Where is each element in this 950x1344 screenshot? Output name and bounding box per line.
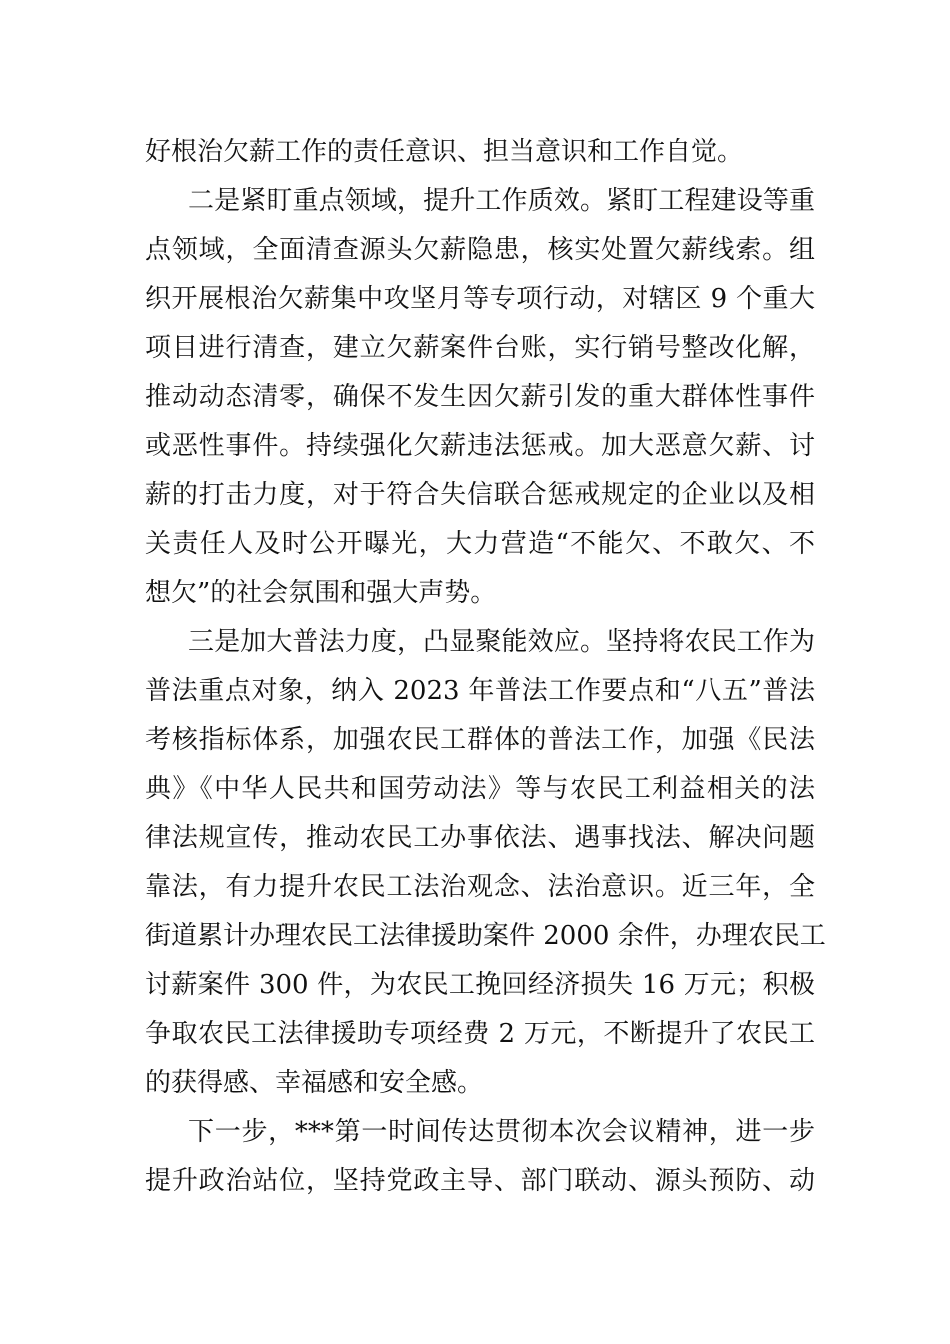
text-line: 典》《中华人民共和国劳动法》等与农民工利益相关的法 [145, 774, 815, 804]
text-line: 争取农民工法律援助专项经费 2 万元，不断提升了农民工 [145, 1019, 815, 1049]
text-line: 项目进行清查，建立欠薪案件台账，实行销号整改化解， [145, 333, 815, 363]
text-line: 提升政治站位，坚持党政主导、部门联动、源头预防、动 [145, 1166, 815, 1196]
text-line: 的获得感、幸福感和安全感。 [145, 1068, 484, 1098]
text-line: 点领域，全面清查源头欠薪隐患，核实处置欠薪线索。组 [145, 235, 815, 265]
text-line: 推动动态清零，确保不发生因欠薪引发的重大群体性事件 [145, 382, 815, 412]
paragraph-start-line: 三是加大普法力度，凸显聚能效应。坚持将农民工作为 [188, 627, 815, 657]
text-line: 想欠”的社会氛围和强大声势。 [145, 578, 497, 608]
text-line: 街道累计办理农民工法律援助案件 2000 余件，办理农民工 [145, 921, 826, 951]
text-line: 靠法，有力提升农民工法治观念、法治意识。近三年，全 [145, 872, 815, 902]
text-line: 讨薪案件 300 件，为农民工挽回经济损失 16 万元；积极 [145, 970, 815, 1000]
text-line: 普法重点对象，纳入 2023 年普法工作要点和“八五”普法 [145, 676, 815, 706]
paragraph-start-line: 二是紧盯重点领域，提升工作质效。紧盯工程建设等重 [188, 186, 815, 216]
paragraph-start-line: 下一步，***第一时间传达贯彻本次会议精神，进一步 [188, 1117, 815, 1147]
text-line: 好根治欠薪工作的责任意识、担当意识和工作自觉。 [145, 137, 744, 167]
text-line: 关责任人及时公开曝光，大力营造“不能欠、不敢欠、不 [145, 529, 815, 559]
text-line: 薪的打击力度，对于符合失信联合惩戒规定的企业以及相 [145, 480, 815, 510]
text-line: 或恶性事件。持续强化欠薪违法惩戒。加大恶意欠薪、讨 [145, 431, 815, 461]
text-line: 考核指标体系，加强农民工群体的普法工作，加强《民法 [145, 725, 815, 755]
text-line: 律法规宣传，推动农民工办事依法、遇事找法、解决问题 [145, 823, 815, 853]
text-line: 织开展根治欠薪集中攻坚月等专项行动，对辖区 9 个重大 [145, 284, 815, 314]
